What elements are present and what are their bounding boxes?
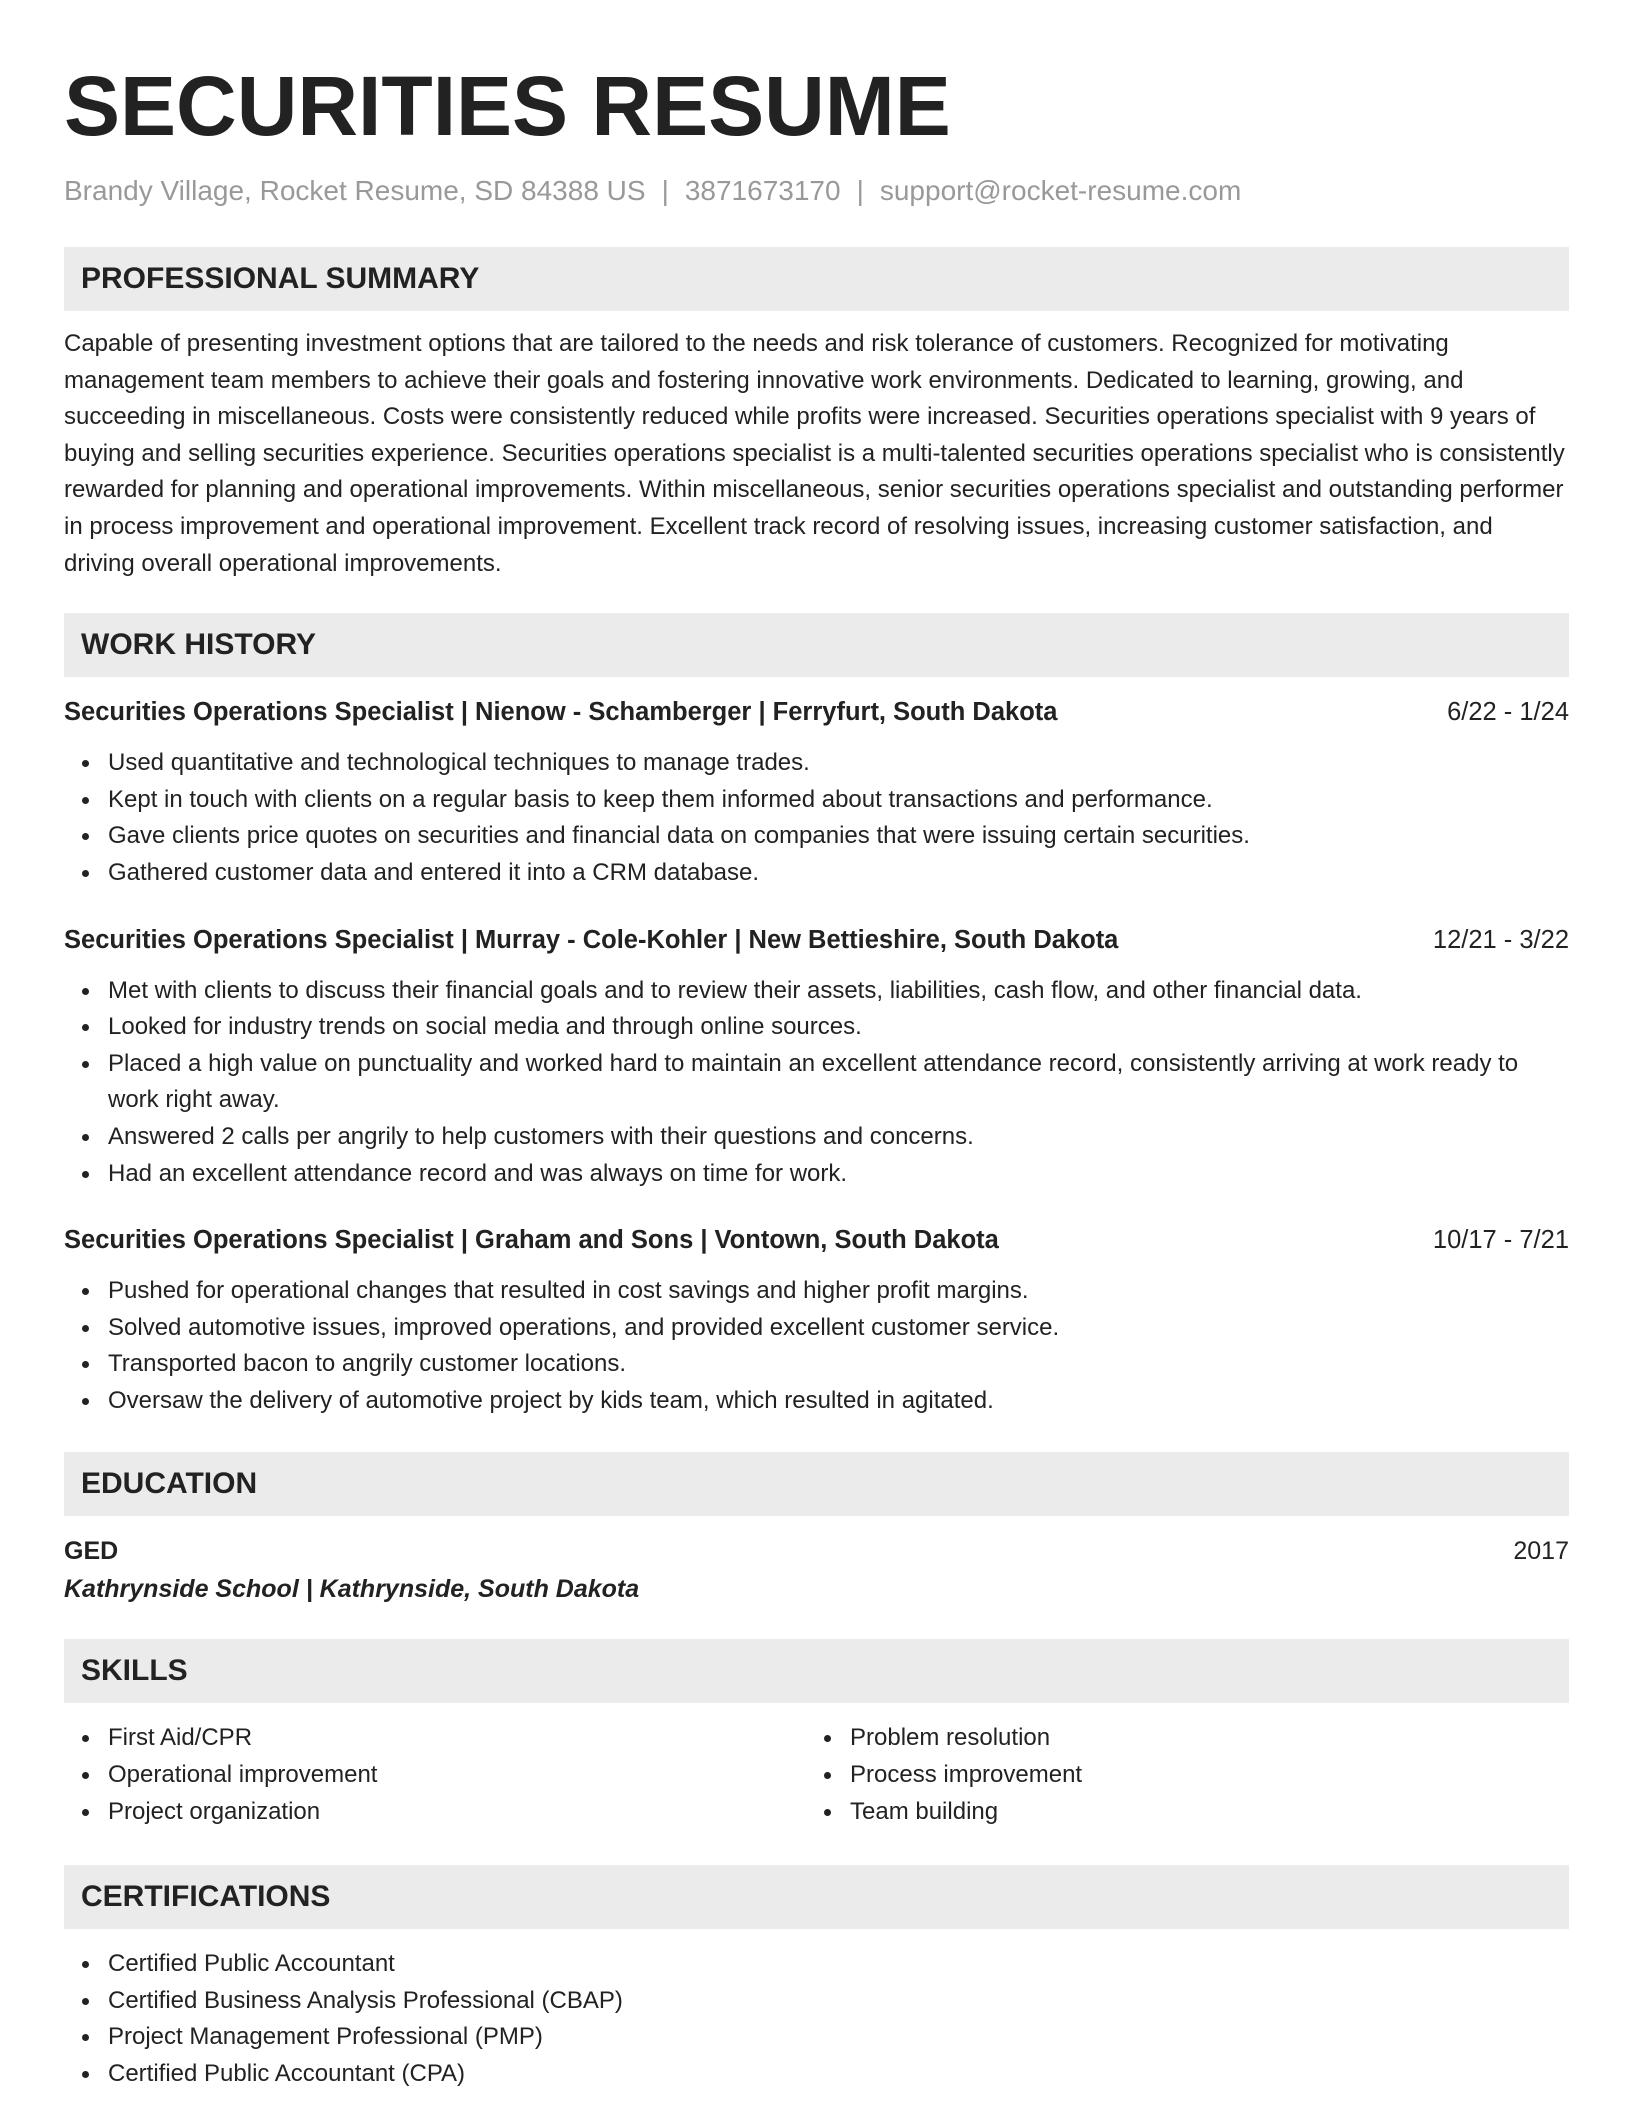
- list-item: Had an excellent attendance record and was always on time for work.: [108, 1156, 1569, 1193]
- education-entry: [64, 1534, 1569, 1568]
- list-item: First Aid/CPR: [108, 1720, 806, 1757]
- list-item: Certified Business Analysis Professional (CBAP): [108, 1983, 1569, 2020]
- summary-text: Capable of presenting investment options that are tailored to the needs and risk tolerance of customers. Recognized for motivating management team members to achieve their goals and fostering innovative work environments. Dedicated to learning, growing, and succeeding in miscellaneous. Costs were consistently reduced while profits were increased. Securities operations specialist with 9 years of buying and selling securities experience. Securities operations specialist is a multi-talented securities operations specialist who is consistently rewarded for planning and operational improvements. Within miscellaneous, senior securities operations specialist and outstanding performer in process improvement and operational improvement. Excellent track record of resolving issues, increasing customer satisfaction, and driving overall operational improvements.: [64, 330, 1565, 577]
- list-item: Pushed for operational changes that resulted in cost savings and higher profit margins.: [108, 1273, 1569, 1310]
- job-bullet-list: [64, 745, 1569, 891]
- list-item: Solved automotive issues, improved operations, and provided excellent customer service.: [108, 1310, 1569, 1347]
- education-school: Kathrynside School | Kathrynside, South Dakota: [64, 1575, 640, 1604]
- contact-phone: 3871673170: [684, 175, 841, 206]
- job-header: [64, 923, 1569, 957]
- job-bullet-list: [64, 973, 1569, 1193]
- job-title: Securities Operations Specialist | Murray - Cole-Kohler | New Bettieshire, South Dakota: [64, 925, 1119, 954]
- page-title: SECURITIES RESUME: [64, 59, 951, 153]
- job-dates: 12/21 - 3/22: [1432, 925, 1569, 954]
- section-heading-skills: SKILLS: [64, 1639, 1569, 1703]
- section-heading-certifications: CERTIFICATIONS: [64, 1865, 1569, 1929]
- list-item: Operational improvement: [108, 1757, 806, 1794]
- contact-separator: |: [856, 175, 864, 206]
- list-item: Certified Public Accountant (CPA): [108, 2056, 1569, 2093]
- section-heading-work-history: WORK HISTORY: [64, 613, 1569, 677]
- list-item: Used quantitative and technological techniques to manage trades.: [108, 745, 1569, 782]
- list-item: Process improvement: [850, 1757, 1082, 1794]
- contact-email: support@rocket-resume.com: [879, 175, 1242, 206]
- list-item: Gave clients price quotes on securities and financial data on companies that were issuing certain securities.: [108, 818, 1569, 855]
- job-title: Securities Operations Specialist | Nienow - Schamberger | Ferryfurt, South Dakota: [64, 698, 1058, 727]
- section-heading-education: EDUCATION: [64, 1452, 1569, 1516]
- job-bullet-list: [64, 1273, 1569, 1419]
- list-item: Gathered customer data and entered it into a CRM database.: [108, 855, 1569, 892]
- contact-address: Brandy Village, Rocket Resume, SD 84388 US: [64, 175, 646, 206]
- job-dates: 6/22 - 1/24: [1447, 698, 1569, 727]
- list-item: Project Management Professional (PMP): [108, 2019, 1569, 2056]
- job-entry: [64, 1223, 1569, 1419]
- job-header: [64, 1223, 1569, 1257]
- list-item: Met with clients to discuss their financial goals and to review their assets, liabilities, cash flow, and other financial data.: [108, 973, 1569, 1010]
- education-degree: GED: [64, 1537, 119, 1566]
- list-item: Kept in touch with clients on a regular basis to keep them informed about transactions and performance.: [108, 782, 1569, 819]
- list-item: Oversaw the delivery of automotive project by kids team, which resulted in agitated.: [108, 1383, 1569, 1420]
- list-item: Project organization: [108, 1794, 806, 1831]
- list-item: Placed a high value on punctuality and worked hard to maintain an excellent attendance record, consistently arriving at work ready to work right away.: [108, 1046, 1569, 1119]
- job-entry: [64, 923, 1569, 1193]
- section-heading-summary: PROFESSIONAL SUMMARY: [64, 247, 1569, 311]
- job-title: Securities Operations Specialist | Graham and Sons | Vontown, South Dakota: [64, 1226, 999, 1255]
- list-item: Certified Public Accountant: [108, 1946, 1569, 1983]
- contact-separator: |: [661, 175, 669, 206]
- list-item: Team building: [850, 1794, 1082, 1831]
- skills-list-left: [64, 1720, 806, 1830]
- skills-grid: [64, 1720, 1569, 1830]
- job-header: [64, 695, 1569, 729]
- job-entry: [64, 695, 1569, 891]
- list-item: Transported bacon to angrily customer locations.: [108, 1346, 1569, 1383]
- list-item: Answered 2 calls per angrily to help customers with their questions and concerns.: [108, 1119, 1569, 1156]
- list-item: Looked for industry trends on social media and through online sources.: [108, 1009, 1569, 1046]
- contact-line: [64, 174, 1569, 208]
- skills-list-right: [806, 1720, 1082, 1830]
- job-dates: 10/17 - 7/21: [1432, 1226, 1569, 1255]
- certifications-list: [64, 1946, 1569, 2092]
- list-item: Problem resolution: [850, 1720, 1082, 1757]
- education-year: 2017: [1513, 1537, 1569, 1566]
